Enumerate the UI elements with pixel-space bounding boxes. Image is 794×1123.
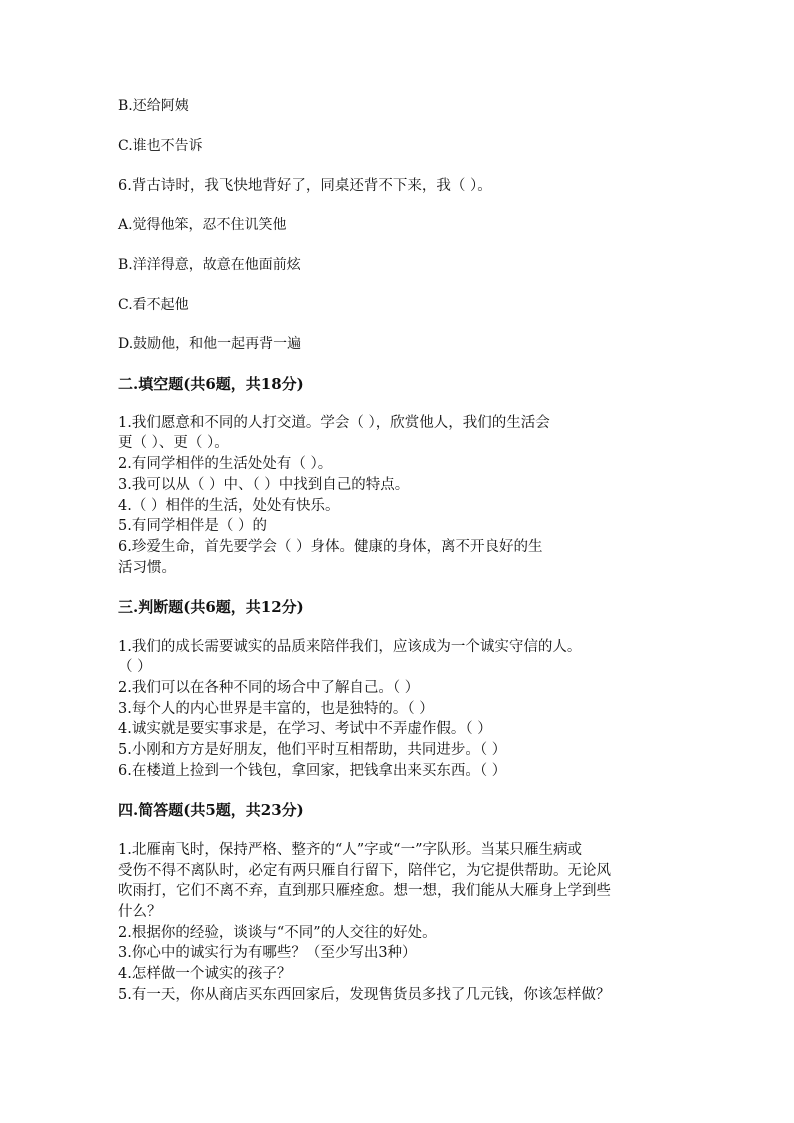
judge-line-6: 5.小刚和方方是好朋友，他们平时互相帮助，共同进步。（ ） xyxy=(118,742,507,758)
fill-line-7: 6.珍爱生命，首先要学会（ ）身体。健康的身体，离不开良好的生 xyxy=(118,539,543,555)
judge-line-1: 1.我们的成长需要诚实的品质来陪伴我们，应该成为一个诚实守信的人。 xyxy=(118,639,582,655)
answer-line-1: 1.北雁南飞时，保持严格、整齐的“人”字或“一”字队形。当某只雁生病或 xyxy=(118,842,582,858)
answer-line-8: 5.有一天，你从商店买东西回家后，发现售货员多找了几元钱，你该怎样做？ xyxy=(118,987,611,1003)
judge-line-7: 6.在楼道上捡到一个钱包，拿回家，把钱拿出来买东西。（ ） xyxy=(118,763,507,779)
judge-line-2: （ ） xyxy=(118,659,152,675)
question-6-option-b: B.洋洋得意，故意在他面前炫 xyxy=(118,257,301,273)
fill-line-1: 1.我们愿意和不同的人打交道。学会（ ），欣赏他人，我们的生活会 xyxy=(118,415,550,431)
answer-line-6: 3.你心中的诚实行为有哪些？（至少写出3种） xyxy=(118,945,417,961)
fill-line-2: 更（ ）、更（ ）。 xyxy=(118,435,229,451)
answer-line-2: 受伤不得不离队时，必定有两只雁自行留下，陪伴它，为它提供帮助。无论风 xyxy=(118,863,611,879)
judge-line-4: 3.每个人的内心世界是丰富的，也是独特的。（ ） xyxy=(118,701,434,717)
fill-line-5: 4.（ ）相伴的生活，处处有快乐。 xyxy=(118,498,340,514)
option-b-prev: B.还给阿姨 xyxy=(118,98,189,114)
section-4-heading: 四.简答题(共5题，共23分) xyxy=(118,801,304,819)
section-2-heading: 二.填空题(共6题，共18分) xyxy=(118,375,304,393)
answer-line-7: 4.怎样做一个诚实的孩子？ xyxy=(118,966,292,982)
judge-line-5: 4.诚实就是要实事求是，在学习、考试中不弄虚作假。（ ） xyxy=(118,721,492,737)
answer-line-3: 吹雨打，它们不离不弃，直到那只雁痊愈。想一想，我们能从大雁身上学到些 xyxy=(118,883,611,899)
option-c-prev: C.谁也不告诉 xyxy=(118,138,203,154)
question-6-option-c: C.看不起他 xyxy=(118,297,189,313)
judge-line-3: 2.我们可以在各种不同的场合中了解自己。（ ） xyxy=(118,680,420,696)
question-6-option-a: A.觉得他笨，忍不住讥笑他 xyxy=(118,217,287,233)
fill-line-8: 活习惯。 xyxy=(118,560,176,576)
section-3-heading: 三.判断题(共6题，共12分) xyxy=(118,598,304,616)
fill-line-4: 3.我可以从（ ）中、（ ）中找到自己的特点。 xyxy=(118,477,410,493)
answer-line-5: 2.根据你的经验，谈谈与“不同”的人交往的好处。 xyxy=(118,925,437,941)
fill-line-3: 2.有同学相伴的生活处处有（ ）。 xyxy=(118,456,333,472)
answer-line-4: 什么？ xyxy=(118,904,162,920)
question-6-option-d: D.鼓励他，和他一起再背一遍 xyxy=(118,336,302,352)
question-6-stem: 6.背古诗时，我飞快地背好了，同桌还背不下来，我（ ）。 xyxy=(118,178,492,194)
fill-line-6: 5.有同学相伴是（ ）的 xyxy=(118,518,267,534)
